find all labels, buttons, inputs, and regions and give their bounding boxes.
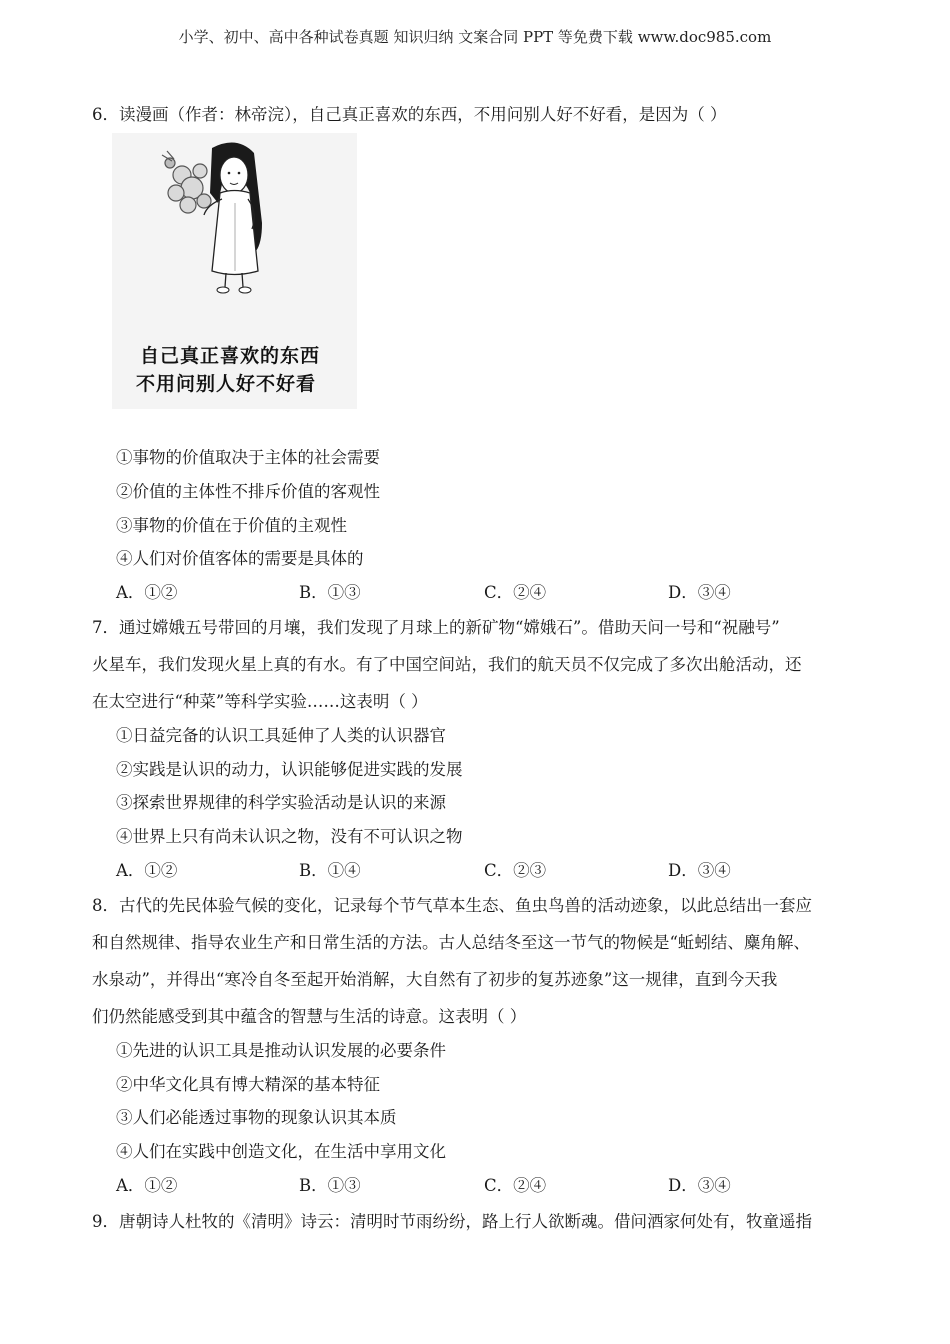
q7-choice-c: C．②③ [484, 861, 547, 880]
question-8-stem-line-3: 水泉动”，并得出“寒冷自冬至起开始消解，大自然有了初步的复苏迹象”这一规律，直到今天我 [92, 970, 778, 989]
q6-option-2: ②价值的主体性不排斥价值的客观性 [116, 482, 380, 501]
question-9-stem-line-1: 9．唐朝诗人杜牧的《清明》诗云：清明时节雨纷纷，路上行人欲断魂。借问酒家何处有，牧童遥指 [92, 1212, 812, 1231]
q8-option-4: ④人们在实践中创造文化，在生活中享用文化 [116, 1142, 446, 1161]
page-header: 小学、初中、高中各种试卷真题 知识归纳 文案合同 PPT 等免费下载 www.doc985.com [178, 28, 772, 46]
q7-choice-d: D．③④ [668, 861, 731, 880]
q7-option-3: ③探索世界规律的科学实验活动是认识的来源 [116, 793, 446, 812]
q6-choice-c: C．②④ [484, 583, 547, 602]
q6-choice-a: A．①② [116, 583, 178, 602]
q8-option-2: ②中华文化具有博大精深的基本特征 [116, 1075, 380, 1094]
q8-choice-d: D．③④ [668, 1176, 731, 1195]
q7-option-2: ②实践是认识的动力，认识能够促进实践的发展 [116, 760, 463, 779]
q7-choice-a: A．①② [116, 861, 178, 880]
q7-option-1: ①日益完备的认识工具延伸了人类的认识器官 [116, 726, 446, 745]
question-8-stem-line-1: 8．古代的先民体验气候的变化，记录每个节气草本生态、鱼虫鸟兽的活动迹象，以此总结出一套应 [92, 896, 812, 915]
question-8-stem-line-2: 和自然规律、指导农业生产和日常生活的方法。古人总结冬至这一节气的物候是“蚯蚓结、麋角解、 [92, 933, 810, 952]
question-6-stem: 6．读漫画（作者：林帝浣），自己真正喜欢的东西，不用问别人好不好看，是因为（ ） [92, 105, 727, 124]
question-8-stem-line-4: 们仍然能感受到其中蕴含的智慧与生活的诗意。这表明（ ） [92, 1007, 527, 1026]
question-7-stem-line-1: 7．通过嫦娥五号带回的月壤，我们发现了月球上的新矿物“嫦娥石”。借助天问一号和“祝融号” [92, 618, 780, 637]
q8-choice-a: A．①② [116, 1176, 178, 1195]
question-7-stem-line-2: 火星车，我们发现火星上真的有水。有了中国空间站，我们的航天员不仅完成了多次出舱活动，还 [92, 655, 802, 674]
cartoon-caption-line-2: 不用问别人好不好看 [136, 373, 317, 395]
q6-choice-b: B．①③ [299, 583, 361, 602]
flower-bouquet-icon [162, 151, 211, 213]
q7-option-4: ④世界上只有尚未认识之物，没有不可认识之物 [116, 827, 463, 846]
cartoon-caption-line-1: 自己真正喜欢的东西 [140, 345, 321, 367]
q8-option-3: ③人们必能透过事物的现象认识其本质 [116, 1108, 397, 1127]
q8-choice-c: C．②④ [484, 1176, 547, 1195]
q6-option-3: ③事物的价值在于价值的主观性 [116, 516, 347, 535]
q6-choice-d: D．③④ [668, 583, 731, 602]
cartoon-image [112, 133, 357, 409]
q6-option-4: ④人们对价值客体的需要是具体的 [116, 549, 364, 568]
q6-option-1: ①事物的价值取决于主体的社会需要 [116, 448, 380, 467]
q7-choice-b: B．①④ [299, 861, 361, 880]
question-7-stem-line-3: 在太空进行“种菜”等科学实验……这表明（ ） [92, 692, 428, 711]
q8-option-1: ①先进的认识工具是推动认识发展的必要条件 [116, 1041, 446, 1060]
q8-choice-b: B．①③ [299, 1176, 361, 1195]
